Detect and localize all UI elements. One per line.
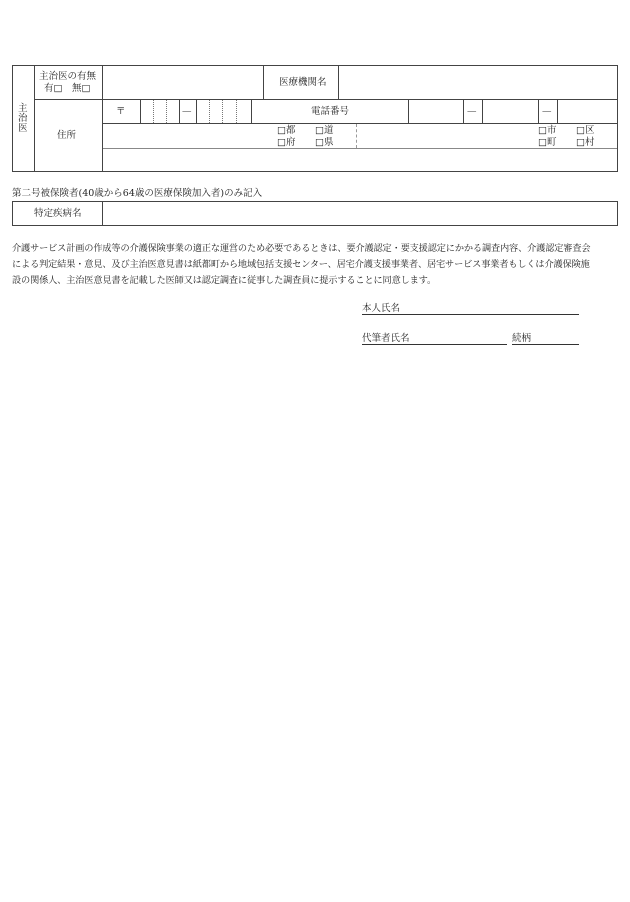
- city-option-shi[interactable]: □市: [538, 125, 557, 136]
- city-option-machi[interactable]: □町: [538, 137, 557, 148]
- postal-mark: 〒: [116, 106, 126, 117]
- relation-line[interactable]: [512, 344, 579, 345]
- phone-field[interactable]: [409, 100, 617, 123]
- consent-line-2: による判定結果・意見、及び主治医意見書は紙都町から地域包括支援センター、居宅介護支援事業者、居宅サービス事業者もしくは介護保険施: [12, 259, 590, 270]
- city-option-ku[interactable]: □区: [576, 125, 595, 136]
- postal-code-field[interactable]: [141, 100, 250, 123]
- consent-text: [12, 241, 618, 289]
- phone-dash-1: —: [467, 106, 477, 117]
- pref-option-to[interactable]: □都: [277, 125, 296, 136]
- section-label-char-3: 医: [18, 123, 28, 134]
- disease-name-field[interactable]: [103, 202, 617, 225]
- pref-option-ken[interactable]: □県: [315, 137, 334, 148]
- has-physician-label: 主治医の有無: [39, 71, 97, 82]
- pref-option-do[interactable]: □道: [315, 125, 334, 136]
- yes-checkbox[interactable]: 有□: [44, 83, 63, 94]
- consent-line-1: 介護サービス計画の作成等の介護保険事業の適正な運営のため必要であるときは、要介護認定・要支援認定にかかる調査内容、介護認定審査会: [12, 243, 591, 254]
- address-label: 住所: [57, 130, 77, 141]
- relation-label: 続柄: [512, 333, 532, 344]
- disease-caption: 第二号被保険者(40歳から64歳の医療保険加入者)のみ記入: [12, 188, 263, 199]
- disease-label: 特定疾病名: [34, 208, 82, 219]
- self-name-label: 本人氏名: [362, 303, 401, 314]
- city-option-mura[interactable]: □村: [576, 137, 595, 148]
- proxy-name-label: 代筆者氏名: [362, 333, 410, 344]
- phone-label: 電話番号: [311, 106, 350, 117]
- phone-dash-2: —: [542, 106, 552, 117]
- institution-name-field[interactable]: [339, 66, 616, 99]
- proxy-name-line[interactable]: [362, 344, 507, 345]
- has-physician-field[interactable]: [103, 66, 262, 99]
- institution-label: 医療機関名: [279, 77, 327, 88]
- no-checkbox[interactable]: 無□: [72, 83, 91, 94]
- consent-line-3: 設の関係人、主治医意見書を記載した医師又は認定調査に従事した調査員に提示することに同意します。: [12, 275, 437, 286]
- pref-option-fu[interactable]: □府: [277, 137, 296, 148]
- self-name-line[interactable]: [362, 314, 579, 315]
- postal-dash: —: [182, 106, 192, 117]
- section-label-char-1: 主: [18, 103, 28, 114]
- section-label-char-2: 治: [18, 113, 28, 124]
